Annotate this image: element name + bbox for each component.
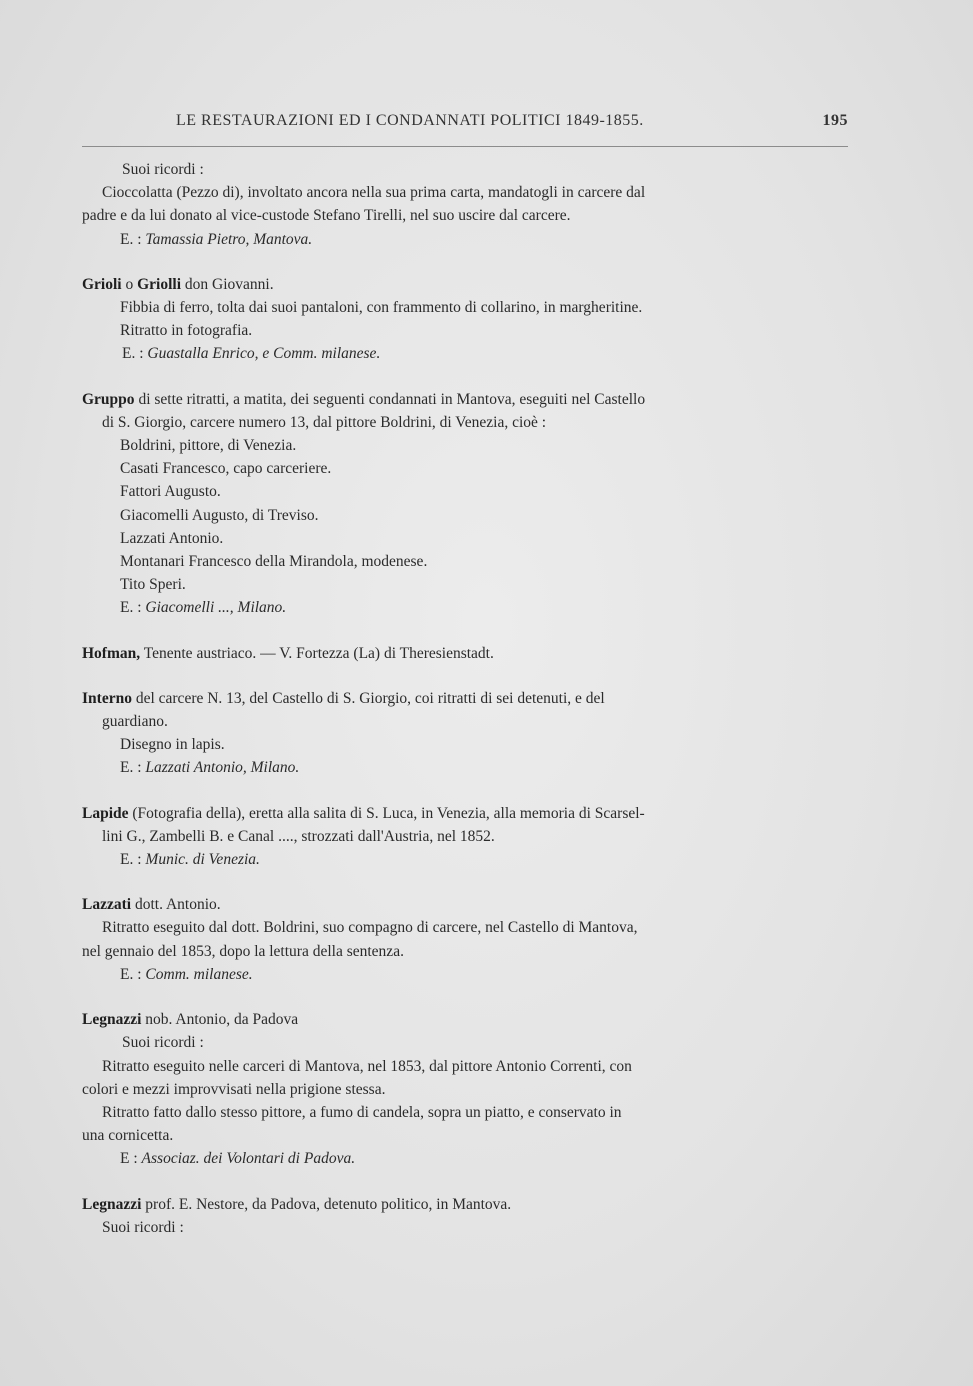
entry-heading-text: don Giovanni. (184, 275, 274, 293)
entry-line: Casati Francesco, capo carceriere. (120, 460, 332, 478)
entry-heading (82, 1008, 850, 1031)
entry-line: nel gennaio del 1853, dopo la lettura della sentenza. (82, 942, 404, 960)
entry-heading-text: di sette ritratti, a matita, dei seguenti condannati in Mantova, eseguiti nel Castello (138, 390, 646, 408)
header-rule (82, 146, 848, 147)
running-header (80, 112, 850, 138)
entry-heading (82, 1193, 850, 1216)
entry-line: Giacomelli Augusto, di Treviso. (120, 506, 319, 524)
entry-lapide (82, 802, 850, 872)
entry-heading-text: Tenente austriaco. — V. Fortezza (La) di Theresienstadt. (143, 644, 494, 662)
source-name: Associaz. dei Volontari di Padova. (141, 1150, 356, 1168)
entry-line: Suoi ricordi : (122, 1034, 204, 1052)
entry-legnazzi-nestore (82, 1193, 850, 1239)
source-name: Lazzati Antonio, Milano. (145, 759, 300, 777)
entry-heading-text: prof. E. Nestore, da Padova, detenuto politico, in Mantova. (145, 1195, 512, 1213)
entry-heading-text: del carcere N. 13, del Castello di S. Giorgio, coi ritratti di sei detenuti, e del (135, 689, 605, 707)
entry-source-line (82, 848, 850, 871)
entry-line: guardiano. (102, 713, 168, 731)
entry-source-line (82, 342, 850, 365)
source-label: E. : (120, 965, 142, 983)
entry-heading (82, 273, 850, 296)
entry-line: Montanari Francesco della Mirandola, modenese. (120, 553, 428, 571)
entry-name: Interno (82, 689, 132, 707)
entry-hofman (82, 642, 850, 665)
source-name: Tamassia Pietro, Mantova. (145, 230, 313, 248)
source-label: E. : (120, 599, 142, 617)
entry-line: Boldrini, pittore, di Venezia. (120, 437, 297, 455)
source-label: E. : (122, 345, 144, 363)
source-name: Giacomelli ..., Milano. (145, 599, 287, 617)
entry-heading (82, 687, 850, 710)
source-label: E : (120, 1150, 138, 1168)
entry-source-line (82, 756, 850, 779)
entry-legnazzi-antonio (82, 1008, 850, 1170)
entry-heading-text: nob. Antonio, da Padova (145, 1011, 299, 1029)
catalog-entries (82, 158, 850, 1261)
entry-source-line (82, 228, 850, 251)
entry-source-line (82, 1147, 850, 1170)
source-name: Comm. milanese. (145, 965, 253, 983)
entry-continuation (82, 158, 850, 251)
entry-line: Lazzati Antonio. (120, 529, 224, 547)
entry-line: Ritratto eseguito nelle carceri di Mantova, nel 1853, dal pittore Antonio Correnti, con (102, 1057, 632, 1075)
entry-line: Disegno in lapis. (120, 736, 225, 754)
entry-source-line (82, 596, 850, 619)
entry-line: Suoi ricordi : (122, 161, 204, 178)
entry-source-line (82, 963, 850, 986)
entry-line: di S. Giorgio, carcere numero 13, dal pittore Boldrini, di Venezia, cioè : (102, 413, 547, 431)
entry-heading (82, 388, 850, 411)
entry-heading-text: (Fotografia della), eretta alla salita di S. Luca, in Venezia, alla memoria di Scarsel- (132, 804, 645, 822)
source-label: E. : (120, 759, 142, 777)
entry-line: Suoi ricordi : (102, 1218, 184, 1236)
entry-line: Ritratto in fotografia. (120, 322, 253, 340)
entry-line: lini G., Zambelli B. e Canal ...., strozzati dall'Austria, nel 1852. (102, 827, 495, 845)
entry-heading (82, 893, 850, 916)
entry-line: colori e mezzi improvvisati nella prigione stessa. (82, 1080, 386, 1098)
entry-line: padre e da lui donato al vice-custode Stefano Tirelli, nel suo uscire dal carcere. (82, 207, 571, 225)
entry-name: Lazzati (82, 896, 132, 914)
entry-heading (82, 802, 850, 825)
source-name: Munic. di Venezia. (145, 851, 260, 869)
entry-name: Gruppo (82, 390, 135, 408)
entry-line: Fattori Augusto. (120, 483, 221, 501)
entry-line: Ritratto eseguito dal dott. Boldrini, suo compagno di carcere, nel Castello di Mantova, (102, 919, 638, 937)
entry-name-alt: Griolli (137, 275, 182, 293)
entry-grioli (82, 273, 850, 366)
entry-name: Legnazzi (82, 1195, 142, 1213)
entry-name: Lapide (82, 804, 129, 822)
entry-heading-text: dott. Antonio. (134, 896, 221, 914)
source-label: E. : (120, 230, 142, 248)
entry-line: Ritratto fatto dallo stesso pittore, a fumo di candela, sopra un piatto, e conservato in (102, 1103, 622, 1121)
header-title: LE RESTAURAZIONI ED I CONDANNATI POLITICI 1849-1855. (176, 112, 644, 129)
entry-name: Hofman, (82, 644, 141, 662)
entry-interno (82, 687, 850, 780)
entry-heading-text: o (125, 275, 134, 293)
entry-line: Fibbia di ferro, tolta dai suoi pantaloni, con frammento di collarino, in margheritine. (120, 299, 643, 317)
entry-name: Grioli (82, 275, 122, 293)
entry-heading (82, 642, 850, 665)
entry-gruppo (82, 388, 850, 620)
entry-line: Cioccolatta (Pezzo di), involtato ancora nella sua prima carta, mandatogli in carcere dal (102, 184, 646, 202)
source-name: Guastalla Enrico, e Comm. milanese. (147, 345, 381, 363)
entry-name: Legnazzi (82, 1011, 142, 1029)
page-number: 195 (822, 112, 848, 129)
source-label: E. : (120, 851, 142, 869)
entry-line: una cornicetta. (82, 1127, 174, 1145)
entry-lazzati (82, 893, 850, 986)
entry-line: Tito Speri. (120, 576, 186, 594)
